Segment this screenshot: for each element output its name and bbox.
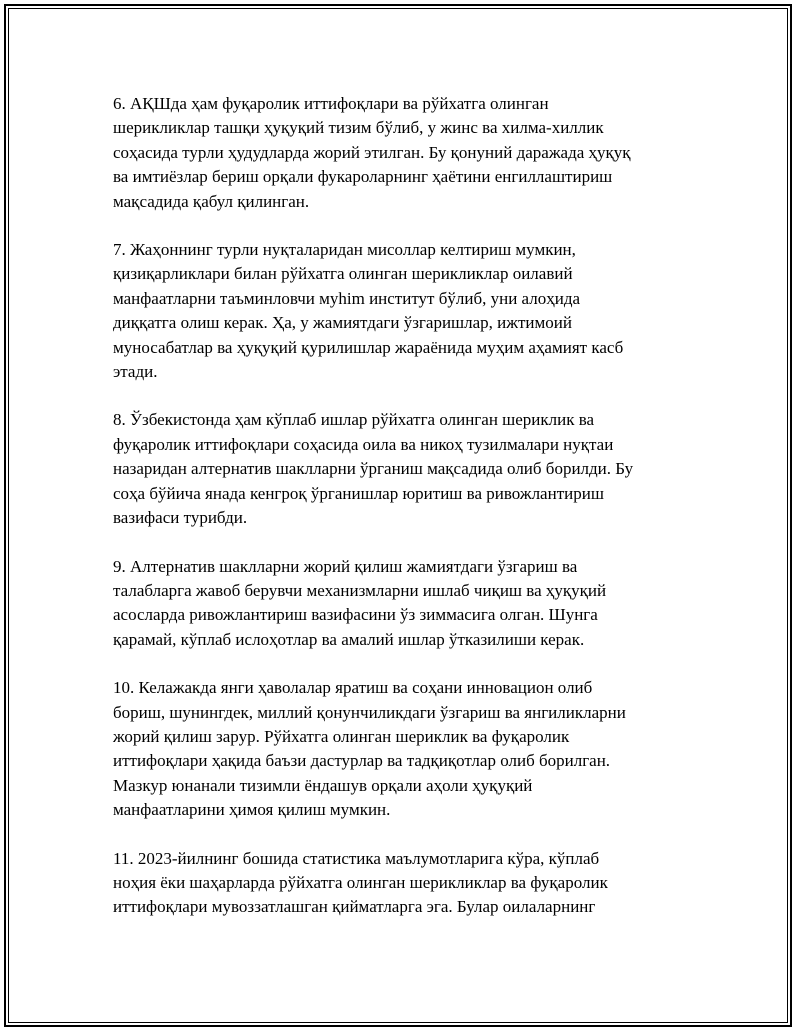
text-line: манфаатларини ҳимоя қилиш мумкин.: [113, 800, 391, 820]
text-line: вазифаси турибди.: [113, 508, 248, 528]
text-line: 6. АҚШда ҳам фуқаролик иттифоқлари ва рўйхатга олинган: [113, 94, 549, 113]
text-line: муносабатлар ва ҳуқуқий қурилишлар жараёнида муҳим аҳамият касб: [113, 337, 624, 357]
text-line: иттифоқлари ҳақида баъзи дастурлар ва тадқиқотлар олиб борилган.: [113, 751, 611, 771]
document-body: [113, 92, 693, 944]
text-line: 8. Ўзбекистонда ҳам кўплаб ишлар рўйхатга олинган шериклик ва: [113, 410, 595, 430]
text-line: шерикликлар ташқи ҳуқуқий тизим бўлиб, у жинс ва хилма-хиллик: [113, 118, 604, 138]
text-line: ноҳия ёки шаҳарларда рўйхатга олинган шерикликлар ва фуқаролик: [113, 872, 608, 892]
paragraph-10: [113, 676, 693, 822]
text-line: қарамай, кўплаб ислоҳотлар ва амалий ишлар ўтказилиши керак.: [113, 629, 585, 649]
text-line: 7. Жаҳоннинг турли нуқталаридан мисоллар келтириш мумкин,: [113, 240, 576, 260]
paragraph-11: [113, 847, 693, 920]
text-line: жорий қилиш зарур. Рўйхатга олинган шериклик ва фуқаролик: [113, 726, 570, 746]
text-line: соҳасида турли ҳудудларда жорий этилган. Бу қонуний даражада ҳуқуқ: [113, 142, 631, 162]
text-line: Мазкур юнанали тизимли ёндашув орқали аҳоли ҳуқуқий: [113, 775, 533, 795]
text-line: ва имтиёзлар бериш орқали фукароларнинг ҳаётини енгиллаштириш: [113, 167, 613, 187]
text-line: қизиқарликлари билан рўйхатга олинган шерикликлар оилавий: [113, 264, 573, 284]
text-line: мақсадида қабул қилинган.: [113, 191, 310, 211]
text-line: назаридан алтернатив шаклларни ўрганиш мақсадида олиб борилди. Бу: [113, 459, 634, 479]
text-line: 10. Келажакда янги ҳаволалар яратиш ва соҳани инновацион олиб: [113, 678, 593, 698]
text-line: этади.: [113, 362, 158, 382]
text-line: иттифоқлари мувоззатлашган қийматларга эга. Булар оилаларнинг: [113, 897, 596, 917]
text-line: 11. 2023-йилнинг бошида статистика маълумотларига кўра, кўплаб: [113, 848, 600, 868]
text-line: асосларда ривожлантириш вазифасини ўз зиммасига олган. Шунга: [113, 605, 598, 625]
text-line: 9. Алтернатив шаклларни жорий қилиш жамиятдаги ўзгариш ва: [113, 556, 578, 576]
paragraph-6: [113, 92, 693, 214]
text-line: манфаатларни таъминловчи муhim институт бўлиб, уни алоҳида: [113, 288, 581, 308]
text-line: бориш, шунингдек, миллий қонунчиликдаги ўзгариш ва янгиликларни: [113, 702, 626, 722]
text-line: талабларга жавоб берувчи механизмларни ишлаб чиқиш ва ҳуқуқий: [113, 580, 607, 600]
paragraph-8: [113, 408, 693, 530]
text-line: соҳа бўйича янада кенгроқ ўрганишлар юритиш ва ривожлантириш: [113, 483, 604, 503]
paragraph-9: [113, 555, 693, 653]
text-line: фуқаролик иттифоқлари соҳасида оила ва никоҳ тузилмалари нуқтаи: [113, 434, 614, 454]
text-line: диққатга олиш керак. Ҳа, у жамиятдаги ўзгаришлар, ижтимоий: [113, 313, 572, 333]
paragraph-7: [113, 238, 693, 384]
